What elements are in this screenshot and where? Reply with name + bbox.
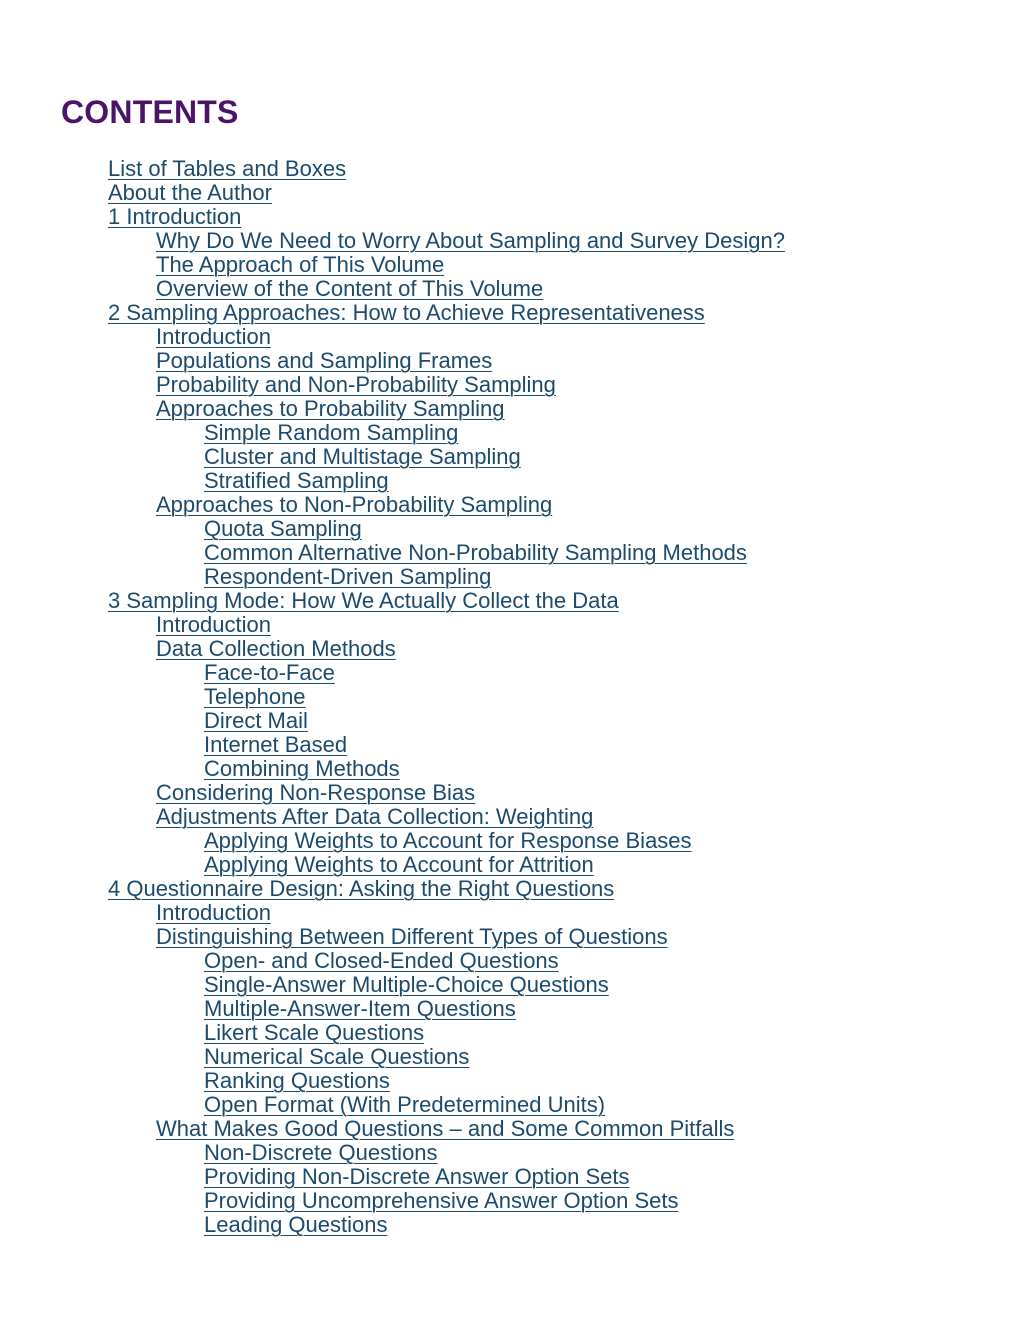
toc-link[interactable]: Probability and Non-Probability Sampling bbox=[156, 372, 556, 397]
toc-link[interactable]: Data Collection Methods bbox=[156, 636, 396, 661]
toc-link[interactable]: 3 Sampling Mode: How We Actually Collect the Data bbox=[108, 588, 619, 613]
toc-entry-level-1 bbox=[0, 589, 785, 613]
toc-link[interactable]: What Makes Good Questions – and Some Common Pitfalls bbox=[156, 1116, 735, 1141]
toc-entry-level-3 bbox=[0, 949, 785, 973]
toc-entry-level-2 bbox=[0, 349, 785, 373]
toc-entry-level-3 bbox=[0, 1021, 785, 1045]
toc-entry-level-3 bbox=[0, 829, 785, 853]
toc-entry-level-2 bbox=[0, 373, 785, 397]
toc-link[interactable]: Populations and Sampling Frames bbox=[156, 348, 493, 373]
toc-link[interactable]: Ranking Questions bbox=[204, 1068, 390, 1093]
toc-link[interactable]: Introduction bbox=[156, 324, 271, 349]
toc-link[interactable]: Open- and Closed-Ended Questions bbox=[204, 948, 559, 973]
toc-entry-level-2 bbox=[0, 925, 785, 949]
toc-link[interactable]: Telephone bbox=[204, 684, 306, 709]
toc-entry-level-3 bbox=[0, 1213, 785, 1237]
toc-entry-level-2 bbox=[0, 901, 785, 925]
toc-link[interactable]: Open Format (With Predetermined Units) bbox=[204, 1092, 606, 1117]
toc-link[interactable]: Internet Based bbox=[204, 732, 348, 757]
toc-link[interactable]: Non-Discrete Questions bbox=[204, 1140, 438, 1165]
toc-entry-level-3 bbox=[0, 709, 785, 733]
toc-entry-level-3 bbox=[0, 685, 785, 709]
toc-entry-level-3 bbox=[0, 1093, 785, 1117]
toc-link[interactable]: Face-to-Face bbox=[204, 660, 335, 685]
toc-link[interactable]: Adjustments After Data Collection: Weighting bbox=[156, 804, 594, 829]
toc-entry-level-2 bbox=[0, 613, 785, 637]
toc-entry-level-3 bbox=[0, 853, 785, 877]
toc-link[interactable]: Introduction bbox=[156, 612, 271, 637]
toc-entry-level-3 bbox=[0, 661, 785, 685]
toc-entry-level-2 bbox=[0, 397, 785, 421]
toc-entry-level-3 bbox=[0, 445, 785, 469]
toc-link[interactable]: List of Tables and Boxes bbox=[108, 156, 347, 181]
toc-entry-level-2 bbox=[0, 325, 785, 349]
toc-link[interactable]: Numerical Scale Questions bbox=[204, 1044, 470, 1069]
toc-link[interactable]: Multiple-Answer-Item Questions bbox=[204, 996, 516, 1021]
toc-entry-level-1 bbox=[0, 181, 785, 205]
toc-link[interactable]: About the Author bbox=[108, 180, 272, 205]
toc-link[interactable]: Single-Answer Multiple-Choice Questions bbox=[204, 972, 609, 997]
toc-entry-level-3 bbox=[0, 997, 785, 1021]
toc-entry-level-3 bbox=[0, 1069, 785, 1093]
toc-link[interactable]: Overview of the Content of This Volume bbox=[156, 276, 544, 301]
toc-link[interactable]: Quota Sampling bbox=[204, 516, 362, 541]
toc-entry-level-2 bbox=[0, 493, 785, 517]
toc-entry-level-3 bbox=[0, 1141, 785, 1165]
toc-link[interactable]: Approaches to Non-Probability Sampling bbox=[156, 492, 553, 517]
toc-entry-level-3 bbox=[0, 1045, 785, 1069]
toc-entry-level-2 bbox=[0, 229, 785, 253]
toc-entry-level-2 bbox=[0, 637, 785, 661]
toc-entry-level-2 bbox=[0, 277, 785, 301]
toc-link[interactable]: Respondent-Driven Sampling bbox=[204, 564, 492, 589]
toc-link[interactable]: Considering Non-Response Bias bbox=[156, 780, 476, 805]
toc-entry-level-3 bbox=[0, 565, 785, 589]
toc-link[interactable]: 1 Introduction bbox=[108, 204, 242, 229]
toc-entry-level-1 bbox=[0, 157, 785, 181]
toc-link[interactable]: Approaches to Probability Sampling bbox=[156, 396, 505, 421]
toc-link[interactable]: Simple Random Sampling bbox=[204, 420, 459, 445]
toc-link[interactable]: Stratified Sampling bbox=[204, 468, 389, 493]
toc-entry-level-3 bbox=[0, 517, 785, 541]
toc-entry-level-1 bbox=[0, 301, 785, 325]
toc-link[interactable]: Cluster and Multistage Sampling bbox=[204, 444, 521, 469]
toc-entry-level-3 bbox=[0, 541, 785, 565]
toc-entry-level-2 bbox=[0, 781, 785, 805]
toc-entry-level-1 bbox=[0, 205, 785, 229]
toc-entry-level-2 bbox=[0, 1117, 785, 1141]
toc-entry-level-3 bbox=[0, 1165, 785, 1189]
toc-link[interactable]: Direct Mail bbox=[204, 708, 308, 733]
toc-entry-level-3 bbox=[0, 421, 785, 445]
toc-link[interactable]: 2 Sampling Approaches: How to Achieve Representativeness bbox=[108, 300, 705, 325]
toc-link[interactable]: Applying Weights to Account for Attrition bbox=[204, 852, 594, 877]
toc-link[interactable]: Applying Weights to Account for Response Biases bbox=[204, 828, 692, 853]
toc-entry-level-2 bbox=[0, 253, 785, 277]
toc-link[interactable]: Why Do We Need to Worry About Sampling and Survey Design? bbox=[156, 228, 785, 253]
toc-link[interactable]: Providing Non-Discrete Answer Option Sets bbox=[204, 1164, 630, 1189]
toc-link[interactable]: Combining Methods bbox=[204, 756, 400, 781]
toc-entry-level-1 bbox=[0, 877, 785, 901]
toc-link[interactable]: Distinguishing Between Different Types of Questions bbox=[156, 924, 668, 949]
page-title: CONTENTS bbox=[61, 94, 239, 130]
toc-entry-level-3 bbox=[0, 1189, 785, 1213]
toc-entry-level-2 bbox=[0, 805, 785, 829]
toc-link[interactable]: Common Alternative Non-Probability Sampling Methods bbox=[204, 540, 747, 565]
toc-entry-level-3 bbox=[0, 973, 785, 997]
toc-entry-level-3 bbox=[0, 469, 785, 493]
toc-entry-level-3 bbox=[0, 733, 785, 757]
toc-link[interactable]: Introduction bbox=[156, 900, 271, 925]
toc-entry-level-3 bbox=[0, 757, 785, 781]
table-of-contents bbox=[0, 157, 785, 1237]
toc-link[interactable]: Providing Uncomprehensive Answer Option Sets bbox=[204, 1188, 679, 1213]
toc-link[interactable]: Likert Scale Questions bbox=[204, 1020, 425, 1045]
toc-link[interactable]: The Approach of This Volume bbox=[156, 252, 445, 277]
toc-link[interactable]: 4 Questionnaire Design: Asking the Right Questions bbox=[108, 876, 615, 901]
toc-link[interactable]: Leading Questions bbox=[204, 1212, 388, 1237]
